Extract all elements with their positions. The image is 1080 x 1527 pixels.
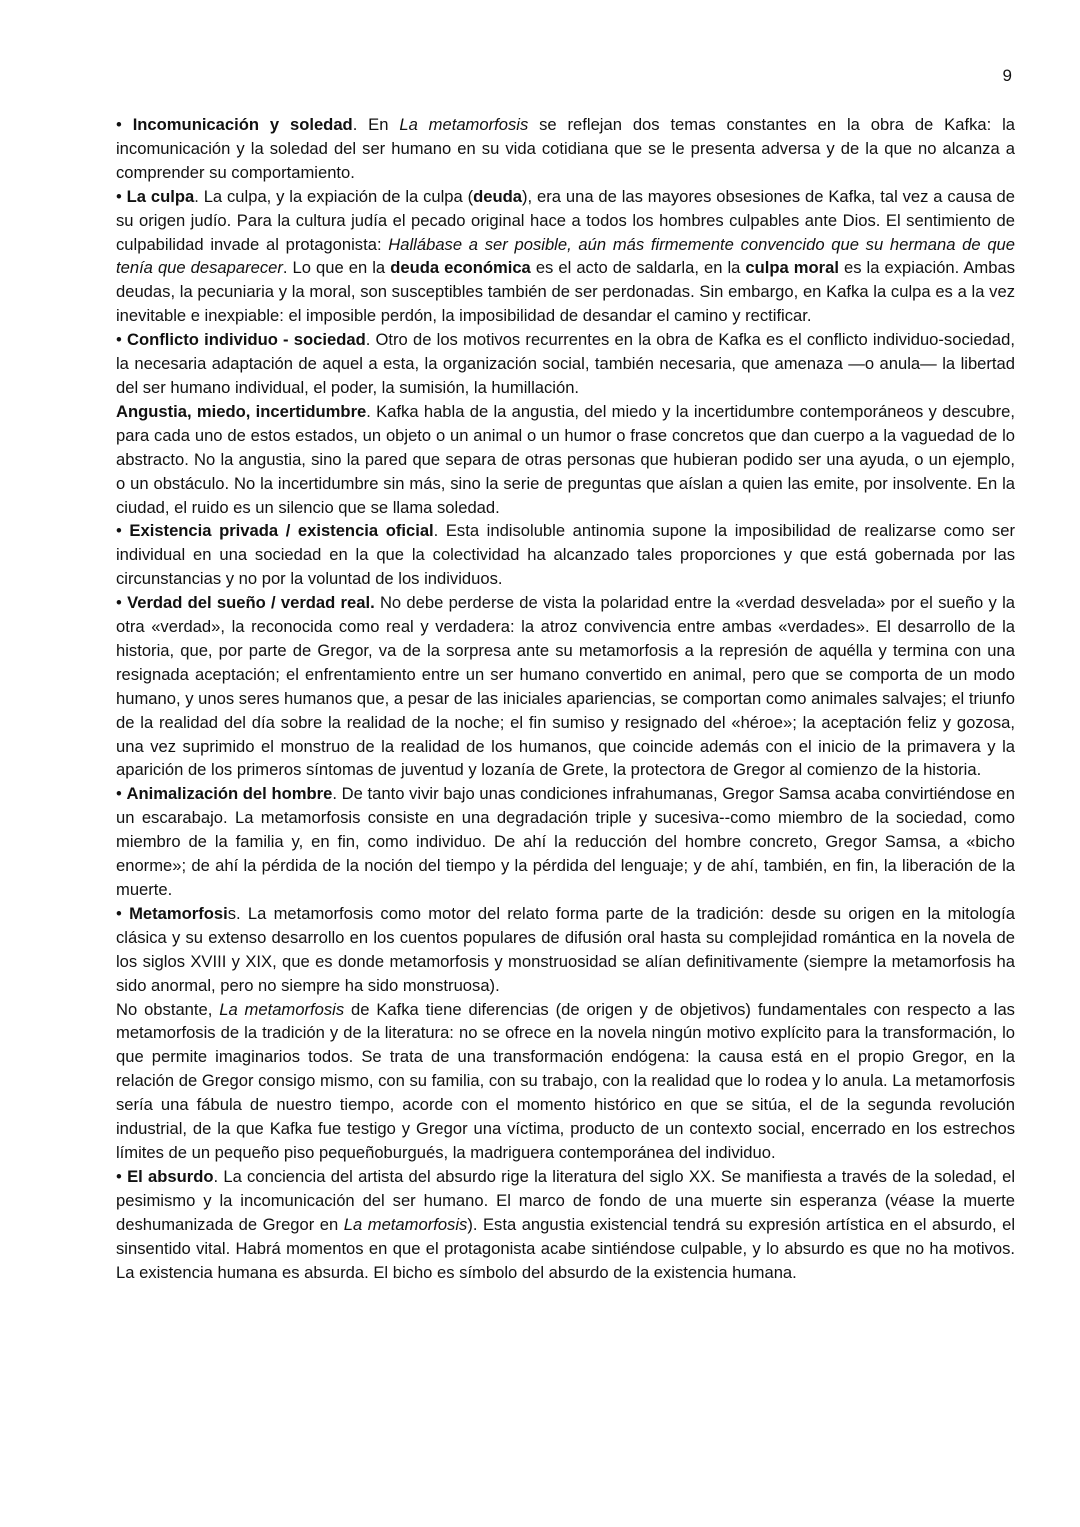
heading-incomunicacion: Incomunicación y soledad [132,115,353,134]
quote: Hallábase a ser posible, aún más firmemente convencido que su hermana de que tenía que desaparecer [116,234,1016,278]
bullet: • [116,521,122,541]
paragraph-culpa [116,185,1015,328]
paragraph-text: de Kafka tiene diferencias (de origen y de objetivos) fundamentales con respecto a las metamorfosis de la tradición y de la literatura: no se ofrece en la novela ningún motivo explícito para la transformación, lo que permite imaginarios todos. Se trata de una transformación endógena: la causa está en el propio Gregor, en la relación de Gregor consigo mismo, con su familia, con su trabajo, con la realidad que lo rodea y lo anula. La metamorfosis sería una fábula de nuestro tiempo, acorde con el momento histórico en que se sitúa, el de la segunda revolución industrial, de la que Kafka fue testigo y Gregor una víctima, producto de un contexto social, encerrado en los estrechos límites de un pequeño piso pequeñoburgués, la madriguera contemporánea del individuo. [116,999,1015,1162]
heading-absurdo: El absurdo [127,1166,214,1186]
bullet: • [116,784,122,804]
heading-suffix: s [227,903,237,923]
paragraph-conflicto [116,328,1015,400]
paragraph-text: . De tanto vivir bajo unas condiciones infrahumanas, Gregor Samsa acaba convirtiéndose en un escarabajo. La metamorfosis consiste en una degradación triple y sucesiva--como miembro de la sociedad, como miembro de la familia y, en fin, como individuo. De ahí la reducción del hombre concreto, Gregor Samsa, a «bicho enorme»; de ahí la pérdida de la noción del tiempo y la pérdida del lenguaje; y de ahí, también, en fin, la liberación de la muerte. [116,784,1015,899]
heading-existencia: Existencia privada / existencia oficial [129,521,434,541]
paragraph-text: . La metamorfosis como motor del relato forma parte de la tradición: desde su origen en la mitología clásica y su extenso desarrollo en los cuentos populares de difusión oral hasta su complejidad romántica en la novela de los siglos XVIII y XIX, que es donde metamorfosis y monstruosidad se alían definitivamente (siempre la metamorfosis ha sido anormal, pero no siempre ha sido monstruosa). [116,903,1015,995]
term-culpa-moral: culpa moral [745,258,839,278]
paragraph-text: . Esta indisoluble antinomia supone la imposibilidad de realizarse como ser individual en una sociedad en la que la colectividad ha alcanzado tales proporciones y que está gobernada por las circunstancias y no por la voluntad de los individuos. [116,521,1015,589]
paragraph-text: . Otro de los motivos recurrentes en la obra de Kafka es el conflicto individuo-sociedad, la necesaria adaptación de aquel a esta, la organización social, también necesaria, que amenaza —o anula— la libertad del ser humano individual, el poder, la sumisión, la humillación. [116,330,1015,397]
heading-animalizacion: Animalización del hombre [126,784,333,804]
paragraph-text: No debe perderse de vista la polaridad entre la «verdad desvelada» por el sueño y la otra «verdad», la reconocida como real y verdadera: la atroz convivencia entre ambas «verdades». El desarrollo de la historia, que, por parte de Gregor, va de la sorpresa ante su metamorfosis a la represión de aquélla y termina con una resignada aceptación; el enfrentamiento entre un ser humano convertido en animal, pero que se comporta de un modo humano, y unos seres humanos que, a pesar de las iniciales apariencias, se comportan como animales salvajes; el triunfo de la realidad del día sobre la realidad de la noche; el fin sumiso y resignado del «héroe»; la aceptación feliz y gozosa, una vez suprimido el monstruo de la realidad de los humanos, que coincide además con el inicio de la primavera y la aparición de los primeros síntomas de juventud y lozanía de Grete, la protectora de Gregor al comienzo de la historia. [116,593,1015,780]
bullet: • [116,330,122,350]
paragraph-text: . Kafka habla de la angustia, del miedo y la incertidumbre contemporáneos y descubre, para cada uno de estos estados, un objeto o un animal o un humor o frase concretos que dan cuerpo a la vaguedad de lo abstracto. No la angustia, sino la pared que separa de otras personas que hubieran podido ser una ayuda, o un ejemplo, o un obstáculo. No la incertidumbre sin más, sino la serie de preguntas que aíslan a quien las emite, por insolvente. En la ciudad, el ruido es un silencio que se llama soledad. [116,401,1015,517]
paragraph-angustia [116,400,1015,520]
bullet: • [116,186,122,206]
paragraph-text: se reflejan dos temas constantes en la obra de Kafka: la incomunicación y la soledad del ser humano en su vida cotidiana que se le presenta adversa y de la que no alcanza a comprender su comportamiento. [116,115,1015,182]
paragraph-text: ), era una de las mayores obsesiones de Kafka, tal vez a causa de su origen judío. Para la cultura judía el pecado original hace a todos los hombres culpables ante Dios. El sentimiento de culpabilidad invade al protagonista: [116,186,1015,254]
bullet: • [116,115,122,134]
paragraph-incomunicacion [116,113,1015,185]
paragraph-absurdo [116,1165,1015,1285]
work-title: La metamorfosis [343,1214,468,1234]
document-body [116,113,1015,1284]
page-number: 9 [1002,66,1012,85]
paragraph-existencia [116,519,1015,591]
term-deuda: deuda [473,186,523,206]
work-title: La metamorfosis [219,999,345,1019]
paragraph-text: . La culpa, y la expiación de la culpa ( [194,186,474,206]
heading-culpa: La culpa [126,186,195,206]
paragraph-verdad [116,591,1015,782]
heading-angustia: Angustia, miedo, incertidumbre [116,401,367,421]
paragraph-text: . En [352,115,400,134]
paragraph-text: es el acto de saldarla, en la [530,258,746,278]
term-deuda-economica: deuda económica [390,258,531,278]
bullet: • [116,1166,122,1186]
work-title: La metamorfosis [399,115,529,134]
paragraph-text: No obstante, [116,999,220,1019]
paragraph-text: . Lo que en la [282,258,391,278]
paragraph-text: es la expiación. Ambas deudas, la pecuniaria y la moral, son susceptibles también de ser perdonadas. Sin embargo, en Kafka la culpa es a la vez inevitable e inexpiable: el imposible perdón, la imposibilidad de desandar el camino y rectificar. [116,258,1015,326]
paragraph-text: ). Esta angustia existencial tendrá su expresión artística en el absurdo, el sinsentido vital. Habrá momentos en que el protagonista acabe sintiéndose culpable, y lo absurdo es que no ha motivos. La existencia humana es absurda. El bicho es símbolo del absurdo de la existencia humana. [116,1214,1016,1282]
heading-metamorfosis: Metamorfosi [129,903,228,923]
bullet: • [116,593,122,613]
bullet: • [116,903,122,923]
heading-verdad: Verdad del sueño / verdad real. [127,593,375,613]
heading-conflicto: Conflicto individuo - sociedad [127,330,366,350]
paragraph-text: . La conciencia del artista del absurdo rige la literatura del siglo XX. Se manifiesta a través de la soledad, el pesimismo y la incomunicación del ser humano. El marco de fondo de una muerte sin esperanza (véase la muerte deshumanizada de Gregor en [116,1166,1016,1234]
paragraph-animalizacion [116,782,1015,902]
paragraph-no-obstante [116,998,1015,1165]
paragraph-metamorfosis [116,902,1015,998]
